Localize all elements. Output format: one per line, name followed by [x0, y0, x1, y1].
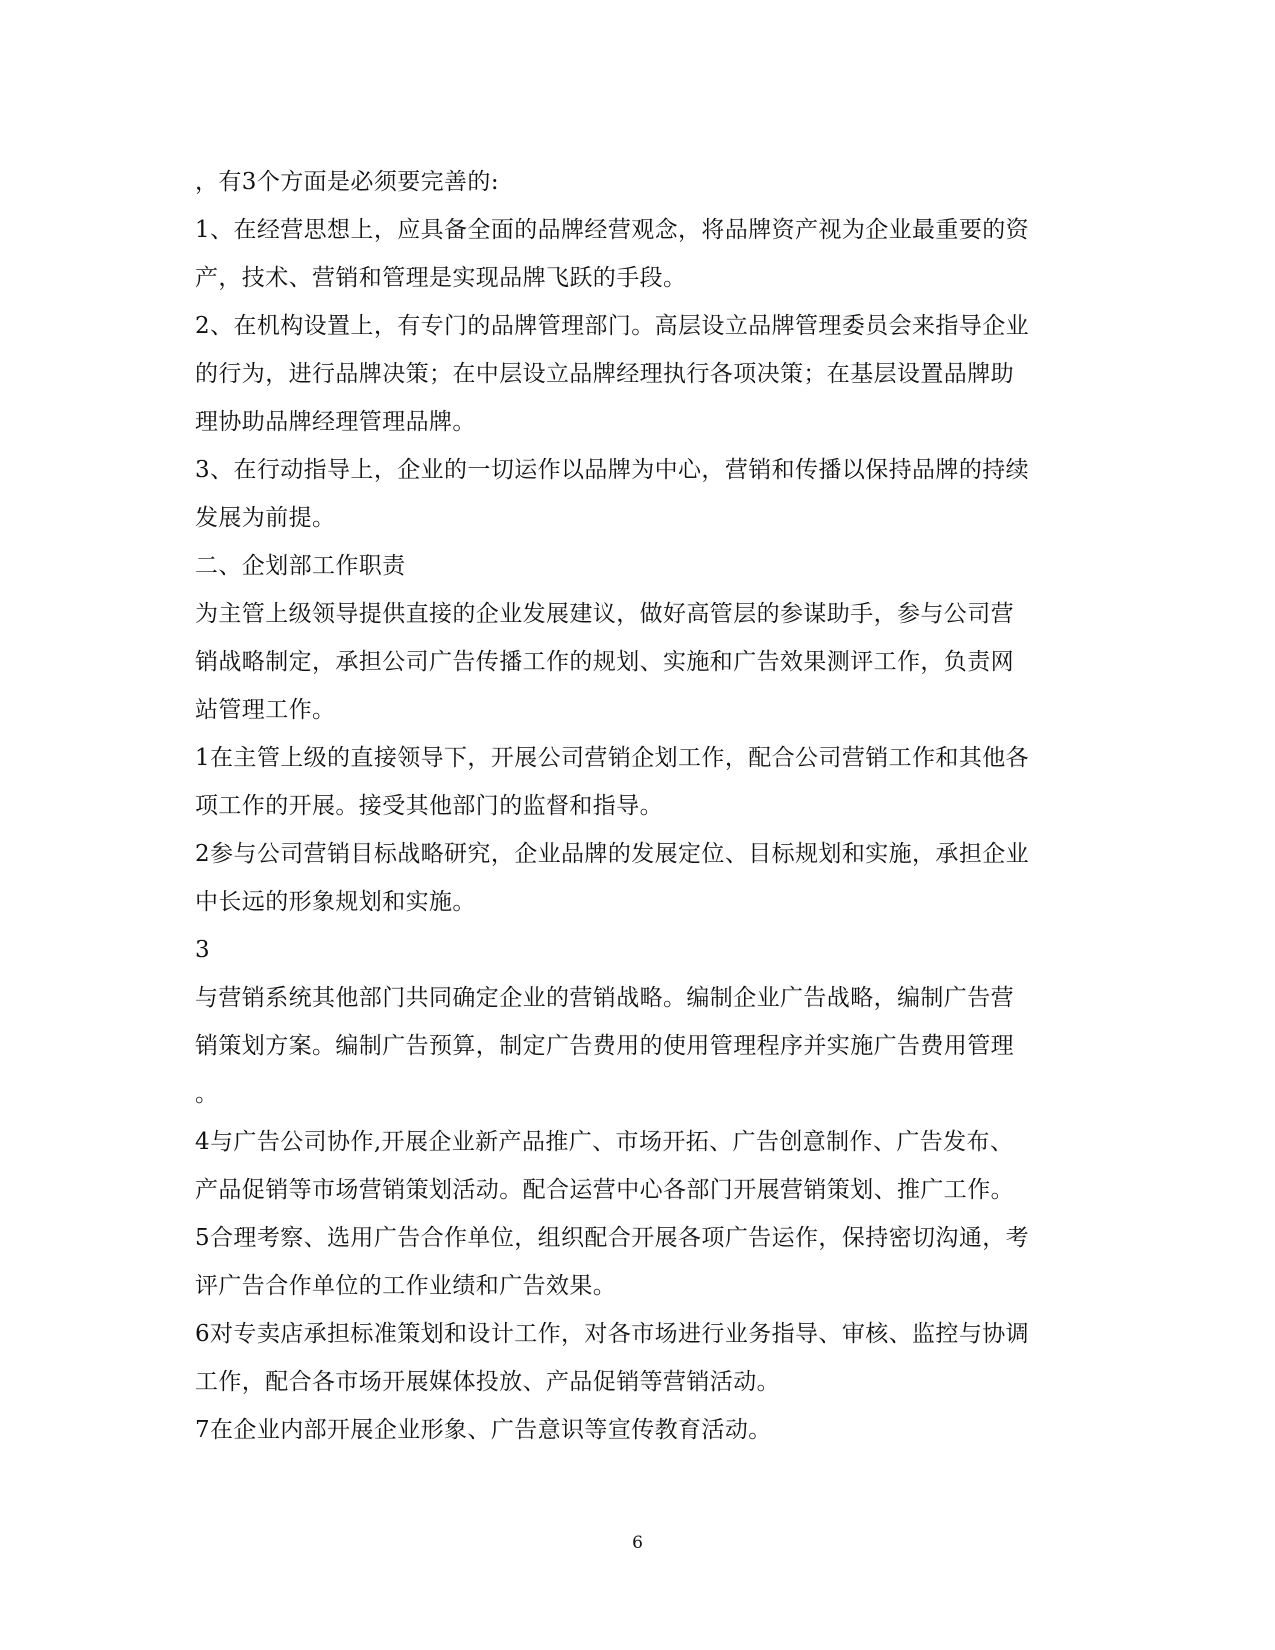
text-line: 与营销系统其他部门共同确定企业的营销战略。编制企业广告战略，编制广告营 [195, 985, 1014, 1011]
text-line: 产品促销等市场营销策划活动。配合运营中心各部门开展营销策划、推广工作。 [195, 1177, 1014, 1203]
text-line: 工作，配合各市场开展媒体投放、产品促销等营销活动。 [195, 1369, 780, 1395]
text-line: 5合理考察、选用广告合作单位，组织配合开展各项广告运作，保持密切沟通，考 [195, 1225, 1030, 1251]
text-line: 6对专卖店承担标准策划和设计工作，对各市场进行业务指导、审核、监控与协调 [195, 1321, 1030, 1347]
text-line: 销策划方案。编制广告预算，制定广告费用的使用管理程序并实施广告费用管理 [195, 1033, 1014, 1059]
text-line: 的行为，进行品牌决策；在中层设立品牌经理执行各项决策；在基层设置品牌助 [195, 361, 1014, 387]
text-line: 项工作的开展。接受其他部门的监督和指导。 [195, 793, 663, 819]
body-text [195, 158, 1095, 1454]
text-line: ，有3个方面是必须要完善的: [195, 169, 499, 195]
text-line: 销战略制定，承担公司广告传播工作的规划、实施和广告效果测评工作，负责网 [195, 649, 1014, 675]
text-line: 产，技术、营销和管理是实现品牌飞跃的手段。 [195, 265, 687, 291]
text-line: 2、在机构设置上，有专门的品牌管理部门。高层设立品牌管理委员会来指导企业 [195, 313, 1030, 339]
text-line: 3、在行动指导上，企业的一切运作以品牌为中心，营销和传播以保持品牌的持续 [195, 457, 1030, 483]
text-line: 1、在经营思想上，应具备全面的品牌经营观念，将品牌资产视为企业最重要的资 [195, 217, 1030, 243]
section-heading: 二、企划部工作职责 [195, 553, 406, 579]
text-line: 发展为前提。 [195, 505, 336, 531]
text-line: 4与广告公司协作,开展企业新产品推广、市场开拓、广告创意制作、广告发布、 [195, 1129, 1014, 1155]
text-line: 评广告合作单位的工作业绩和广告效果。 [195, 1273, 617, 1299]
text-line: 理协助品牌经理管理品牌。 [195, 409, 476, 435]
text-line: 中长远的形象规划和实施。 [195, 889, 476, 915]
text-line: 7在企业内部开展企业形象、广告意识等宣传教育活动。 [195, 1417, 772, 1443]
page-number: 6 [632, 1533, 643, 1553]
text-line: 站管理工作。 [195, 697, 336, 723]
text-line: 1在主管上级的直接领导下，开展公司营销企划工作，配合公司营销工作和其他各 [195, 745, 1030, 771]
text-line: 。 [195, 1081, 219, 1107]
text-line: 3 [195, 937, 211, 963]
text-line: 2参与公司营销目标战略研究，企业品牌的发展定位、目标规划和实施，承担企业 [195, 841, 1030, 867]
text-line: 为主管上级领导提供直接的企业发展建议，做好高管层的参谋助手，参与公司营 [195, 601, 1014, 627]
